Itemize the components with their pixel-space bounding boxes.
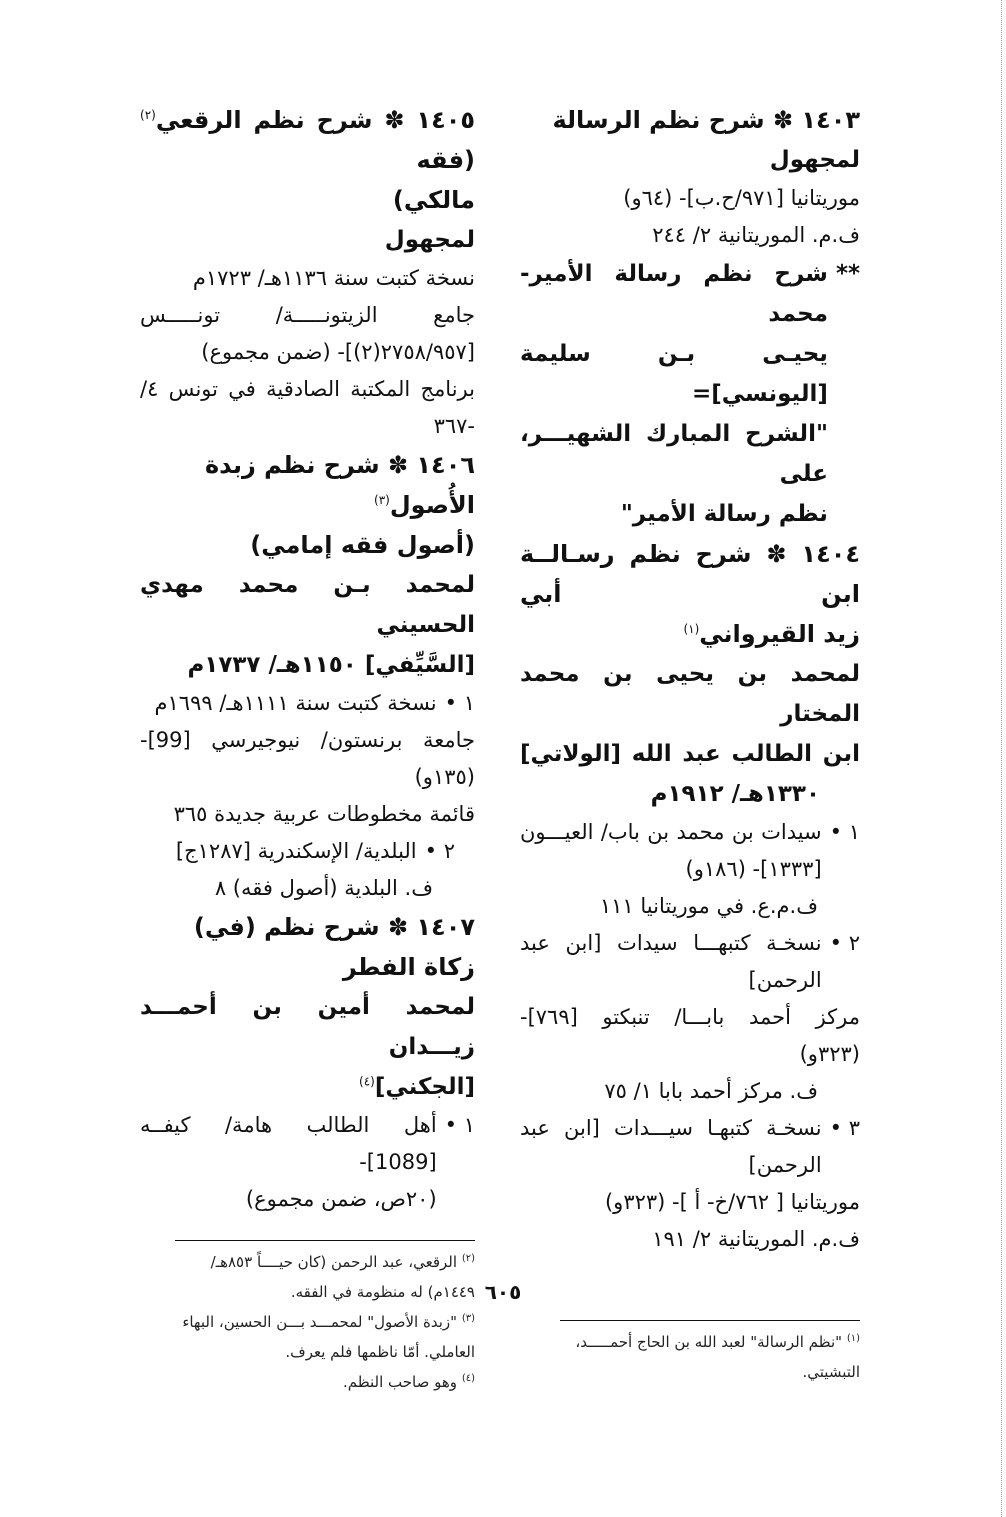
entry-1403-heading bbox=[520, 100, 860, 140]
entry-number: ١٤٠٣ bbox=[801, 106, 860, 134]
bullet-number: ١ • bbox=[829, 820, 860, 844]
page-number: ٦٠٥ bbox=[484, 1280, 522, 1304]
copy-reference: ف. البلدية (أصول فقه) ٨ bbox=[214, 876, 433, 900]
bullet-number: ١ • bbox=[444, 1113, 475, 1137]
cross-reference-line: نظم رسالة الأمير" bbox=[620, 501, 828, 527]
footnote-mark: (١) bbox=[846, 1333, 860, 1344]
entry-1403-author: لمجهول bbox=[769, 147, 860, 173]
footnote-3-cont: العاملي. أمّا ناظمها فلم يعرف. bbox=[285, 1343, 475, 1361]
double-asterisk-marker: ** bbox=[835, 261, 860, 287]
entry-separator-icon: ✽ bbox=[384, 106, 405, 134]
copy-reference: ف.م. الموريتانية ٢/ ١٩١ bbox=[652, 1227, 860, 1251]
copy-reference: ف.م.ع. في موريتانيا ١١١ bbox=[599, 894, 818, 918]
footnote-mark: (٢) bbox=[461, 1253, 475, 1264]
cross-reference-line: شرح نظم رسالة الأمير- محمد bbox=[520, 261, 828, 327]
copy-line: [١٣٣٣]- (١٨٦و) bbox=[685, 857, 822, 881]
copy-line: أهل الطالب هامة/ كيفــه [1089]- bbox=[140, 1113, 437, 1174]
entry-1405-author: لمجهول bbox=[384, 227, 475, 253]
entry-1407-heading bbox=[140, 907, 475, 987]
entry-1405-topic-cont: مالكي) bbox=[392, 186, 475, 214]
entry-separator-icon: ✽ bbox=[772, 106, 794, 134]
entry-1403-reference: ف.م. الموريتانية ٢/ ٢٤٤ bbox=[652, 223, 860, 247]
cross-reference-line: يحيـى بـن سليمة [اليونسي]= bbox=[520, 341, 828, 407]
entry-title: زيد القيرواني bbox=[699, 620, 860, 648]
footnote-mark: (٣) bbox=[461, 1313, 475, 1324]
entry-1405-copy: نسخة كتبت سنة ١١٣٦هـ/ ١٧٢٣م bbox=[192, 266, 475, 290]
entry-1406-author: [السَّيِّفي] ١١٥٠هـ/ ١٧٣٧م bbox=[187, 652, 475, 678]
left-column bbox=[140, 100, 475, 1397]
entry-1405-copy: [٢٧٥٨/٩٥٧(٢)]- (ضمن مجموع) bbox=[201, 340, 475, 364]
cross-reference bbox=[520, 254, 860, 534]
copy-line: نسخـة كتبهـا سيـــدات [ابن عبد bbox=[520, 1116, 822, 1140]
entry-1405-reference: برنامج المكتبة الصادقية في تونس ٤/ bbox=[140, 377, 475, 401]
copy-reference: قائمة مخطوطات عربية جديدة ٣٦٥ bbox=[173, 802, 475, 826]
footnote-text: الرقعي، عبد الرحمن (كان حيــــاً ٨٥٣هـ/ bbox=[210, 1253, 458, 1271]
copy-item bbox=[140, 833, 475, 870]
entry-1407-author: لمحمد أمين بن أحمـــد زيـــدان bbox=[140, 994, 475, 1060]
entry-number: ١٤٠٧ bbox=[416, 913, 475, 941]
footnote-text: وهو صاحب النظم. bbox=[342, 1373, 458, 1391]
entry-1405-copy: جامع الزيتونـــــة/ تونـــــس bbox=[140, 303, 475, 327]
entry-1406-author: لمحمد بـن محمد مهدي الحسيني bbox=[140, 572, 475, 638]
footnote-2-cont: ١٤٤٩م) له منظومة في الفقه. bbox=[290, 1283, 475, 1301]
copy-line: سيدات بن محمد بن باب/ العيـــون bbox=[520, 820, 822, 844]
copy-location: موريتانيا [ ٧٦٢/خ- أ ]- (٣٢٣و) bbox=[604, 1190, 860, 1214]
entry-1404-author-date: ١٣٣٠هـ/ ١٩١٢م bbox=[650, 781, 820, 807]
entry-separator-icon: ✽ bbox=[766, 540, 787, 568]
copy-line: الرحمن] bbox=[748, 1153, 822, 1177]
copy-item bbox=[140, 1107, 475, 1218]
footnote-reference[interactable]: (٢) bbox=[140, 108, 156, 122]
bullet-number: ٢ • bbox=[424, 839, 455, 863]
footnote-divider bbox=[175, 1240, 475, 1241]
bullet-number: ٢ • bbox=[829, 931, 860, 955]
footnote-divider bbox=[560, 1320, 860, 1321]
entry-1405-heading bbox=[140, 100, 475, 180]
copy-item bbox=[520, 925, 860, 999]
copy-item bbox=[520, 1110, 860, 1184]
footnote-reference[interactable]: (٣) bbox=[374, 493, 390, 507]
entry-1407-author-cont bbox=[140, 1067, 475, 1107]
entry-1406-topic: (أصول فقه إمامي) bbox=[250, 531, 475, 559]
entry-number: ١٤٠٤ bbox=[801, 540, 861, 568]
entry-1403-manuscript: موريتانيا [٩٧١/ح.ب]- (٦٤و) bbox=[623, 186, 860, 210]
entry-separator-icon: ✽ bbox=[387, 913, 409, 941]
entry-title: شرح نظم زبدة الأُصول bbox=[204, 451, 475, 519]
footnote-2 bbox=[140, 1247, 475, 1277]
copy-line: البلدية/ الإسكندرية [١٢٨٧ج] bbox=[175, 839, 417, 863]
footnote-text: "زبدة الأصول" لمحمـــد بـــن الحسين، البهاء bbox=[182, 1313, 458, 1331]
copy-line: نسخة كتبت سنة ١١١١هـ/ ١٦٩٩م bbox=[154, 691, 437, 715]
entry-1404-heading-cont bbox=[520, 614, 860, 654]
entry-number: ١٤٠٥ bbox=[416, 106, 476, 134]
copy-location: (١٣٥و) bbox=[414, 765, 475, 789]
copy-line: (٢٠ص، ضمن مجموع) bbox=[245, 1187, 437, 1211]
entry-1404-heading bbox=[520, 534, 860, 614]
entry-1405-reference: -٣٦٧ bbox=[433, 414, 475, 438]
copy-item bbox=[140, 685, 475, 722]
entry-title: شرح نظم (في) زكاة الفطر bbox=[193, 913, 475, 981]
copy-location: (٣٢٣و) bbox=[799, 1042, 860, 1066]
footnote-1-cont: التبشيتي. bbox=[802, 1363, 860, 1381]
footnote-mark: (٤) bbox=[461, 1373, 475, 1384]
footnote-reference[interactable]: (٤) bbox=[359, 1074, 375, 1089]
entry-topic: (فقه bbox=[416, 146, 475, 174]
footnote-4 bbox=[140, 1367, 475, 1397]
copy-line: نسخـة كتبهـــا سيدات [ابن عبد bbox=[520, 931, 822, 955]
entry-title: شرح نظم الرقعي bbox=[155, 106, 373, 134]
entry-title: شرح نظم الرسالة bbox=[552, 106, 765, 134]
copy-location: جامعة برنستون/ نيوجيرسي [99]- bbox=[140, 728, 475, 752]
bullet-number: ٣ • bbox=[829, 1116, 860, 1140]
right-column bbox=[520, 100, 860, 1387]
author-nisba: [الجكني] bbox=[374, 1074, 475, 1100]
footnote-3 bbox=[140, 1307, 475, 1337]
entry-number: ١٤٠٦ bbox=[416, 451, 475, 479]
copy-item bbox=[520, 814, 860, 888]
copy-reference: ف. مركز أحمد بابا ١/ ٧٥ bbox=[604, 1079, 818, 1103]
copy-line: الرحمن] bbox=[748, 968, 822, 992]
footnote-reference[interactable]: (١) bbox=[683, 622, 700, 636]
entry-1406-heading bbox=[140, 445, 475, 525]
bullet-number: ١ • bbox=[444, 691, 475, 715]
copy-location: مركز أحمد بابـــا/ تنبكتو [٧٦٩]- bbox=[520, 1005, 860, 1029]
entry-title: شرح نظم رسـالــة ابن أبي bbox=[520, 540, 860, 608]
footnote-text: "نظم الرسالة" لعبد الله بن الحاج أحمـــــد، bbox=[575, 1333, 843, 1351]
entry-separator-icon: ✽ bbox=[387, 451, 409, 479]
cross-reference-line: "الشرح المبارك الشهيـــر، على bbox=[520, 421, 828, 487]
entry-1404-author: لمحمد بن يحيى بن محمد المختار bbox=[520, 661, 860, 727]
footnote-1 bbox=[520, 1327, 860, 1357]
entry-1404-author: ابن الطالب عبد الله [الولاتي] bbox=[520, 741, 860, 767]
